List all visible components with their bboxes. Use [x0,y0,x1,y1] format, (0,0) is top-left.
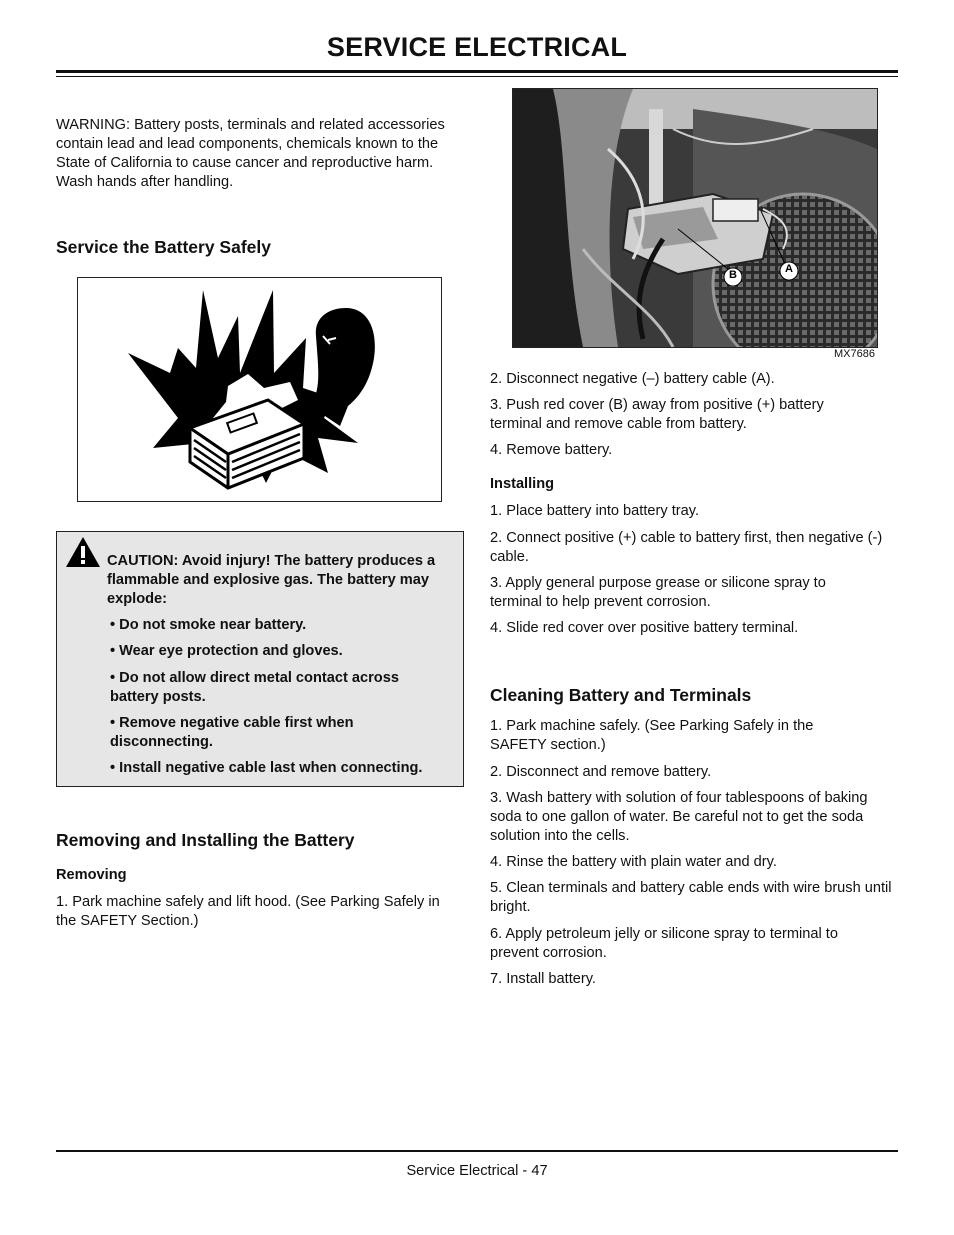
battery-explosion-illustration [77,277,442,502]
removing-step: 4. Remove battery. [490,442,613,458]
removing-step: 1. Park machine safely and lift hood. (See Parking Safely in the SAFETY Section.) [56,894,440,929]
cleaning-step: 1. Park machine safely. (See Parking Safely in the SAFETY section.) [490,718,814,753]
warning-text: WARNING: Battery posts, terminals and related accessories contain lead and lead components, chemicals known to the State of California to cause cancer and reproductive harm. Wash hands after handling. [56,117,445,190]
callout-label-a: A [785,263,793,275]
cleaning-step: 3. Wash battery with solution of four tablespoons of baking soda to one gallon of water. Be careful not to get the soda solution into the cells. [490,790,868,844]
section-heading-removing-installing: Removing and Installing the Battery [56,830,355,850]
section-heading-battery-safety: Service the Battery Safely [56,237,271,257]
cleaning-step: 7. Install battery. [490,971,596,987]
subheading-installing: Installing [490,476,555,492]
photo-id: MX7686 [834,348,875,360]
removing-step: 3. Push red cover (B) away from positive (+) battery terminal and remove cable from battery. [490,397,824,432]
caution-box [56,531,464,787]
header-rule-thin [56,76,898,77]
caution-item: • Do not smoke near battery. [110,617,307,633]
footer-rule [56,1150,898,1152]
installing-step: 1. Place battery into battery tray. [490,503,700,519]
battery-compartment-photo [512,88,878,348]
installing-step: 2. Connect positive (+) cable to battery first, then negative (-) cable. [490,530,883,565]
cleaning-step: 6. Apply petroleum jelly or silicone spray to terminal to prevent corrosion. [490,926,838,961]
section-heading-cleaning: Cleaning Battery and Terminals [490,685,752,705]
subheading-removing: Removing [56,867,127,883]
caution-item: • Wear eye protection and gloves. [110,643,343,659]
caution-heading: CAUTION: Avoid injury! The battery produces a flammable and explosive gas. The battery may explode: [107,553,436,607]
cleaning-step: 5. Clean terminals and battery cable ends with wire brush until bright. [490,880,892,915]
installing-step: 4. Slide red cover over positive battery terminal. [490,620,799,636]
cleaning-step: 4. Rinse the battery with plain water and dry. [490,854,777,870]
installing-step: 3. Apply general purpose grease or silicone spray to terminal to help prevent corrosion. [490,575,826,610]
header-rule [56,70,898,73]
caution-item: • Do not allow direct metal contact across battery posts. [110,670,399,705]
cleaning-step: 2. Disconnect and remove battery. [490,764,712,780]
caution-item: • Remove negative cable first when disconnecting. [110,715,354,750]
callout-label-b: B [729,269,737,281]
removing-step: 2. Disconnect negative (–) battery cable (A). [490,371,775,387]
caution-item: • Install negative cable last when connecting. [110,760,423,776]
page-title: SERVICE ELECTRICAL [326,32,628,62]
page-number: Service Electrical - 47 [406,1163,548,1179]
warning-triangle-icon [65,536,101,568]
